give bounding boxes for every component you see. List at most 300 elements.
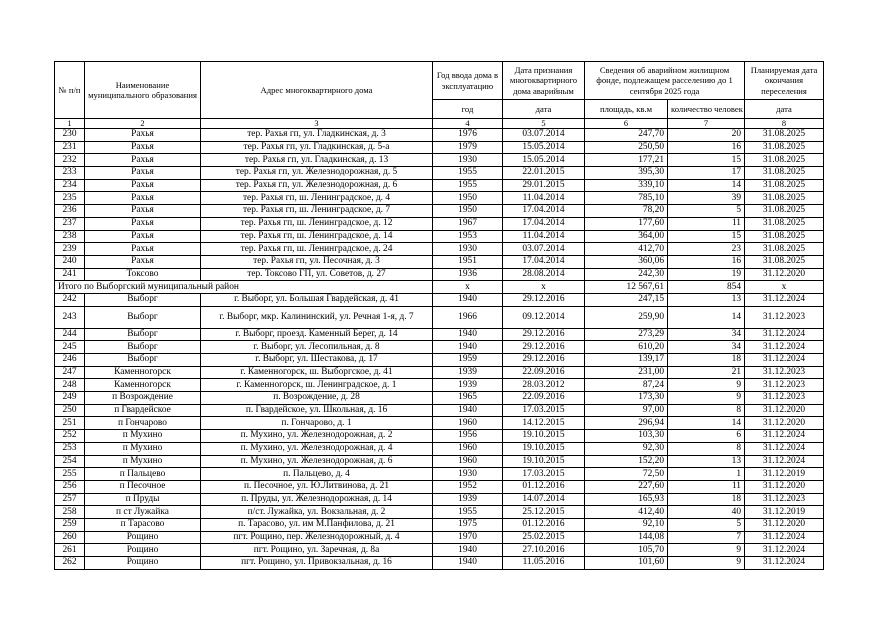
row-area: 412,70 — [585, 243, 668, 256]
row-people: 11 — [668, 480, 745, 493]
row-recognition-date: 17.04.2014 — [503, 217, 585, 230]
total-label: Итого по Выборгский муниципальный район — [55, 281, 433, 294]
row-number: 243 — [55, 306, 85, 328]
row-recognition-date: 29.12.2016 — [503, 328, 585, 341]
row-number: 249 — [55, 392, 85, 405]
subheader-year: год — [433, 100, 503, 119]
row-area: 242,30 — [585, 268, 668, 281]
row-end-date: 31.12.2024 — [745, 430, 824, 443]
row-year: 1930 — [433, 468, 503, 481]
row-year: 1936 — [433, 268, 503, 281]
row-year: 1939 — [433, 366, 503, 379]
row-address: п. Гончарово, д. 1 — [201, 417, 433, 430]
row-number: 247 — [55, 366, 85, 379]
row-area: 296,94 — [585, 417, 668, 430]
row-address: тер. Рахья гп, ш. Ленинградское, д. 14 — [201, 230, 433, 243]
row-recognition-date: 11.04.2014 — [503, 192, 585, 205]
row-municipality: Выборг — [85, 306, 201, 328]
row-number: 231 — [55, 141, 85, 154]
table-row — [55, 141, 824, 154]
column-index: 2 — [85, 119, 201, 129]
row-address: пгт. Рощино, ул. Привокзальная, д. 16 — [201, 557, 433, 570]
row-municipality: п Мухино — [85, 430, 201, 443]
row-address: г. Выборг, проезд. Каменный Берег, д. 14 — [201, 328, 433, 341]
row-end-date: 31.08.2025 — [745, 154, 824, 167]
row-year: 1940 — [433, 404, 503, 417]
table-row — [55, 205, 824, 218]
row-area: 259,90 — [585, 306, 668, 328]
row-year: 1930 — [433, 243, 503, 256]
subheader-area: площадь, кв.м — [585, 100, 668, 119]
total-date: x — [503, 281, 585, 294]
row-people: 23 — [668, 243, 745, 256]
row-end-date: 31.12.2019 — [745, 506, 824, 519]
row-recognition-date: 22.09.2016 — [503, 366, 585, 379]
row-area: 165,93 — [585, 493, 668, 506]
row-address: тер. Рахья гп, ш. Ленинградское, д. 24 — [201, 243, 433, 256]
total-row — [55, 281, 824, 294]
row-end-date: 31.12.2019 — [745, 468, 824, 481]
total-area: 12 567,61 — [585, 281, 668, 294]
row-people: 9 — [668, 544, 745, 557]
table-row — [55, 430, 824, 443]
col-header-address: Адрес многоквартирного дома — [201, 62, 433, 119]
table-row — [55, 493, 824, 506]
row-recognition-date: 11.04.2014 — [503, 230, 585, 243]
row-area: 92,30 — [585, 442, 668, 455]
row-area: 87,24 — [585, 379, 668, 392]
row-address: п. Пруды, ул. Железнодорожная, д. 14 — [201, 493, 433, 506]
row-end-date: 31.12.2023 — [745, 366, 824, 379]
table-row — [55, 544, 824, 557]
table-body-rahya — [55, 129, 824, 281]
row-end-date: 31.12.2024 — [745, 293, 824, 306]
row-people: 17 — [668, 167, 745, 180]
row-end-date: 31.12.2024 — [745, 341, 824, 354]
row-municipality: Рахья — [85, 205, 201, 218]
header-row — [55, 62, 824, 100]
row-year: 1955 — [433, 506, 503, 519]
row-end-date: 31.08.2025 — [745, 230, 824, 243]
row-end-date: 31.08.2025 — [745, 243, 824, 256]
row-address: пгт. Рощино, ул. Заречная, д. 8а — [201, 544, 433, 557]
row-recognition-date: 28.08.2014 — [503, 268, 585, 281]
row-number: 248 — [55, 379, 85, 392]
row-end-date: 31.08.2025 — [745, 192, 824, 205]
row-area: 103,30 — [585, 430, 668, 443]
row-municipality: п Песочное — [85, 480, 201, 493]
row-number: 260 — [55, 531, 85, 544]
row-number: 258 — [55, 506, 85, 519]
row-end-date: 31.12.2020 — [745, 268, 824, 281]
row-year: 1952 — [433, 480, 503, 493]
row-end-date: 31.12.2023 — [745, 493, 824, 506]
row-people: 7 — [668, 531, 745, 544]
row-area: 78,20 — [585, 205, 668, 218]
row-year: 1955 — [433, 179, 503, 192]
row-municipality: п Возрождение — [85, 392, 201, 405]
row-number: 246 — [55, 354, 85, 367]
table-row — [55, 531, 824, 544]
row-end-date: 31.12.2024 — [745, 328, 824, 341]
row-area: 177,21 — [585, 154, 668, 167]
row-area: 227,60 — [585, 480, 668, 493]
row-year: 1956 — [433, 430, 503, 443]
row-number: 234 — [55, 179, 85, 192]
row-end-date: 31.12.2020 — [745, 417, 824, 430]
row-address: г. Каменногорск, ш. Ленинградское, д. 1 — [201, 379, 433, 392]
row-recognition-date: 03.07.2014 — [503, 243, 585, 256]
row-year: 1940 — [433, 544, 503, 557]
row-area: 92,10 — [585, 518, 668, 531]
row-number: 236 — [55, 205, 85, 218]
row-area: 72,50 — [585, 468, 668, 481]
row-area: 610,20 — [585, 341, 668, 354]
row-number: 241 — [55, 268, 85, 281]
row-recognition-date: 19.10.2015 — [503, 442, 585, 455]
subheader-end-date: дата — [745, 100, 824, 119]
row-address: тер. Рахья гп, ул. Железнодорожная, д. 6 — [201, 179, 433, 192]
row-number: 242 — [55, 293, 85, 306]
row-municipality: Рахья — [85, 141, 201, 154]
row-address: пгт. Рощино, пер. Железнодорожный, д. 4 — [201, 531, 433, 544]
row-recognition-date: 29.12.2016 — [503, 354, 585, 367]
row-address: тер. Рахья гп, ш. Ленинградское, д. 12 — [201, 217, 433, 230]
row-number: 252 — [55, 430, 85, 443]
row-year: 1959 — [433, 354, 503, 367]
table-row — [55, 230, 824, 243]
row-end-date: 31.08.2025 — [745, 205, 824, 218]
row-number: 238 — [55, 230, 85, 243]
row-municipality: п Пальцево — [85, 468, 201, 481]
row-area: 247,70 — [585, 129, 668, 142]
col-header-recognition: Дата признания многоквартирного дома аварийным — [503, 62, 585, 100]
col-header-year: Год ввода дома в эксплуатацию — [433, 62, 503, 100]
row-number: 257 — [55, 493, 85, 506]
row-year: 1975 — [433, 518, 503, 531]
row-recognition-date: 15.05.2014 — [503, 154, 585, 167]
row-municipality: Каменногорск — [85, 366, 201, 379]
row-number: 237 — [55, 217, 85, 230]
row-address: п. Гвардейское, ул. Школьная, д. 16 — [201, 404, 433, 417]
row-end-date: 31.12.2023 — [745, 306, 824, 328]
total-people: 854 — [668, 281, 745, 294]
row-end-date: 31.08.2025 — [745, 141, 824, 154]
row-municipality: Рахья — [85, 255, 201, 268]
row-year: 1976 — [433, 129, 503, 142]
table-row — [55, 306, 824, 328]
row-people: 14 — [668, 306, 745, 328]
row-area: 173,30 — [585, 392, 668, 405]
row-number: 259 — [55, 518, 85, 531]
table-row — [55, 506, 824, 519]
row-area: 105,70 — [585, 544, 668, 557]
row-recognition-date: 14.12.2015 — [503, 417, 585, 430]
row-number: 255 — [55, 468, 85, 481]
row-address: г. Выборг, ул. Лесопильная, д. 8 — [201, 341, 433, 354]
table-row — [55, 179, 824, 192]
col-header-fund: Сведения об аварийном жилищном фонде, подлежащем расселению до 1 сентября 2025 года — [585, 62, 745, 100]
row-year: 1951 — [433, 255, 503, 268]
row-address: тер. Рахья гп, ул. Гладкинская, д. 5-а — [201, 141, 433, 154]
row-end-date: 31.08.2025 — [745, 217, 824, 230]
row-number: 262 — [55, 557, 85, 570]
row-address: тер. Рахья гп, ш. Ленинградское, д. 4 — [201, 192, 433, 205]
row-municipality: п Мухино — [85, 455, 201, 468]
row-people: 9 — [668, 557, 745, 570]
column-index: 6 — [585, 119, 668, 129]
row-area: 273,29 — [585, 328, 668, 341]
row-recognition-date: 29.12.2016 — [503, 341, 585, 354]
row-municipality: Рощино — [85, 531, 201, 544]
table-row — [55, 293, 824, 306]
row-number: 230 — [55, 129, 85, 142]
row-people: 39 — [668, 192, 745, 205]
row-people: 14 — [668, 417, 745, 430]
row-end-date: 31.12.2020 — [745, 518, 824, 531]
row-municipality: Рахья — [85, 167, 201, 180]
row-address: тер. Рахья гп, ул. Гладкинская, д. 13 — [201, 154, 433, 167]
table-row — [55, 255, 824, 268]
row-address: п. Мухино, ул. Железнодорожная, д. 6 — [201, 455, 433, 468]
row-address: п. Песочное, ул. Ю.Литвинова, д. 21 — [201, 480, 433, 493]
row-area: 231,00 — [585, 366, 668, 379]
row-recognition-date: 01.12.2016 — [503, 480, 585, 493]
row-end-date: 31.08.2025 — [745, 129, 824, 142]
row-end-date: 31.12.2023 — [745, 379, 824, 392]
table-row — [55, 366, 824, 379]
row-area: 395,30 — [585, 167, 668, 180]
row-recognition-date: 17.03.2015 — [503, 404, 585, 417]
row-municipality: Рахья — [85, 230, 201, 243]
column-index: 8 — [745, 119, 824, 129]
row-address: тер. Рахья гп, ул. Гладкинская, д. 3 — [201, 129, 433, 142]
column-index: 5 — [503, 119, 585, 129]
row-address: тер. Рахья гп, ш. Ленинградское, д. 7 — [201, 205, 433, 218]
row-number: 256 — [55, 480, 85, 493]
row-recognition-date: 27.10.2016 — [503, 544, 585, 557]
row-municipality: Рахья — [85, 154, 201, 167]
row-year: 1950 — [433, 205, 503, 218]
row-recognition-date: 19.10.2015 — [503, 430, 585, 443]
table-row — [55, 557, 824, 570]
table-row — [55, 217, 824, 230]
row-recognition-date: 25.02.2015 — [503, 531, 585, 544]
row-people: 18 — [668, 493, 745, 506]
row-end-date: 31.08.2025 — [745, 167, 824, 180]
row-area: 144,08 — [585, 531, 668, 544]
row-people: 9 — [668, 379, 745, 392]
row-people: 20 — [668, 129, 745, 142]
row-municipality: Выборг — [85, 341, 201, 354]
col-header-planned: Планируемая дата окончания переселения — [745, 62, 824, 100]
subheader-people: количество человек — [668, 100, 745, 119]
col-header-municipality: Наименование муниципального образования — [85, 62, 201, 119]
row-people: 13 — [668, 293, 745, 306]
row-number: 240 — [55, 255, 85, 268]
row-year: 1965 — [433, 392, 503, 405]
row-people: 6 — [668, 430, 745, 443]
row-number: 251 — [55, 417, 85, 430]
row-number: 233 — [55, 167, 85, 180]
row-recognition-date: 14.07.2014 — [503, 493, 585, 506]
row-address: п. Тарасово, ул. им М.Панфилова, д. 21 — [201, 518, 433, 531]
table-row — [55, 341, 824, 354]
row-address: тер. Рахья гп, ул. Железнодорожная, д. 5 — [201, 167, 433, 180]
row-people: 5 — [668, 518, 745, 531]
row-number: 245 — [55, 341, 85, 354]
row-people: 19 — [668, 268, 745, 281]
row-end-date: 31.12.2020 — [745, 404, 824, 417]
housing-table — [54, 61, 824, 570]
row-municipality: Выборг — [85, 328, 201, 341]
row-number: 244 — [55, 328, 85, 341]
row-year: 1939 — [433, 493, 503, 506]
row-people: 34 — [668, 328, 745, 341]
row-end-date: 31.12.2024 — [745, 455, 824, 468]
table-row — [55, 404, 824, 417]
row-year: 1930 — [433, 154, 503, 167]
row-area: 177,60 — [585, 217, 668, 230]
row-municipality: Рощино — [85, 557, 201, 570]
total-year: x — [433, 281, 503, 294]
row-recognition-date: 28.03.2012 — [503, 379, 585, 392]
subheader-date: дата — [503, 100, 585, 119]
row-people: 5 — [668, 205, 745, 218]
row-year: 1950 — [433, 192, 503, 205]
row-people: 15 — [668, 154, 745, 167]
row-recognition-date: 17.04.2014 — [503, 255, 585, 268]
table-row — [55, 379, 824, 392]
row-year: 1970 — [433, 531, 503, 544]
table-row — [55, 480, 824, 493]
row-area: 250,50 — [585, 141, 668, 154]
row-municipality: Каменногорск — [85, 379, 201, 392]
table-row — [55, 129, 824, 142]
row-recognition-date: 01.12.2016 — [503, 518, 585, 531]
total-end-date: x — [745, 281, 824, 294]
row-area: 360,06 — [585, 255, 668, 268]
row-number: 235 — [55, 192, 85, 205]
row-year: 1960 — [433, 417, 503, 430]
table-body-vyborg — [55, 293, 824, 569]
row-end-date: 31.08.2025 — [745, 179, 824, 192]
row-municipality: Рахья — [85, 129, 201, 142]
row-address: г. Выборг, ул. Большая Гвардейская, д. 41 — [201, 293, 433, 306]
row-people: 15 — [668, 230, 745, 243]
table-row — [55, 468, 824, 481]
row-people: 13 — [668, 455, 745, 468]
row-address: п. Мухино, ул. Железнодорожная, д. 2 — [201, 430, 433, 443]
column-index: 7 — [668, 119, 745, 129]
row-people: 11 — [668, 217, 745, 230]
row-recognition-date: 09.12.2014 — [503, 306, 585, 328]
row-address: п. Пальцево, д. 4 — [201, 468, 433, 481]
row-area: 412,40 — [585, 506, 668, 519]
row-year: 1955 — [433, 167, 503, 180]
row-people: 8 — [668, 442, 745, 455]
row-year: 1940 — [433, 328, 503, 341]
row-recognition-date: 25.12.2015 — [503, 506, 585, 519]
row-address: п/ст. Лужайка, ул. Вокзальная, д. 2 — [201, 506, 433, 519]
row-year: 1940 — [433, 341, 503, 354]
row-people: 18 — [668, 354, 745, 367]
row-year: 1960 — [433, 455, 503, 468]
row-end-date: 31.08.2025 — [745, 255, 824, 268]
row-municipality: Выборг — [85, 354, 201, 367]
row-people: 14 — [668, 179, 745, 192]
row-area: 152,20 — [585, 455, 668, 468]
row-year: 1966 — [433, 306, 503, 328]
row-municipality: Токсово — [85, 268, 201, 281]
row-area: 364,00 — [585, 230, 668, 243]
row-year: 1953 — [433, 230, 503, 243]
row-recognition-date: 15.05.2014 — [503, 141, 585, 154]
row-end-date: 31.12.2024 — [745, 544, 824, 557]
column-index: 1 — [55, 119, 85, 129]
row-recognition-date: 17.04.2014 — [503, 205, 585, 218]
row-municipality: Рахья — [85, 217, 201, 230]
row-recognition-date: 29.12.2016 — [503, 293, 585, 306]
row-address: г. Выборг, мкр. Калининский, ул. Речная 1-я, д. 7 — [201, 306, 433, 328]
table-row — [55, 392, 824, 405]
table-row — [55, 243, 824, 256]
row-municipality: Рахья — [85, 243, 201, 256]
row-recognition-date: 17.03.2015 — [503, 468, 585, 481]
column-index: 3 — [201, 119, 433, 129]
row-municipality: Рощино — [85, 544, 201, 557]
row-people: 21 — [668, 366, 745, 379]
row-recognition-date: 11.05.2016 — [503, 557, 585, 570]
row-number: 261 — [55, 544, 85, 557]
row-area: 101,60 — [585, 557, 668, 570]
row-number: 253 — [55, 442, 85, 455]
table-row — [55, 328, 824, 341]
table-row — [55, 455, 824, 468]
row-address: тер. Токсово ГП, ул. Советов, д. 27 — [201, 268, 433, 281]
row-people: 8 — [668, 404, 745, 417]
row-year: 1979 — [433, 141, 503, 154]
row-recognition-date: 03.07.2014 — [503, 129, 585, 142]
table-row — [55, 354, 824, 367]
row-municipality: п Пруды — [85, 493, 201, 506]
row-number: 254 — [55, 455, 85, 468]
row-year: 1940 — [433, 557, 503, 570]
row-municipality: Выборг — [85, 293, 201, 306]
row-people: 1 — [668, 468, 745, 481]
row-people: 9 — [668, 392, 745, 405]
row-municipality: п Гончарово — [85, 417, 201, 430]
row-area: 339,10 — [585, 179, 668, 192]
row-number: 250 — [55, 404, 85, 417]
row-municipality: Рахья — [85, 192, 201, 205]
col-header-num: № п/п — [55, 62, 85, 119]
row-people: 16 — [668, 255, 745, 268]
total-section — [55, 281, 824, 294]
table-row — [55, 192, 824, 205]
row-end-date: 31.12.2020 — [745, 480, 824, 493]
row-address: тер. Рахья гп, ул. Песочная, д. 3 — [201, 255, 433, 268]
row-municipality: п Мухино — [85, 442, 201, 455]
row-recognition-date: 22.09.2016 — [503, 392, 585, 405]
row-municipality: п ст Лужайка — [85, 506, 201, 519]
row-area: 97,00 — [585, 404, 668, 417]
column-index: 4 — [433, 119, 503, 129]
row-people: 40 — [668, 506, 745, 519]
row-year: 1939 — [433, 379, 503, 392]
row-address: п. Мухино, ул. Железнодорожная, д. 4 — [201, 442, 433, 455]
row-area: 247,15 — [585, 293, 668, 306]
